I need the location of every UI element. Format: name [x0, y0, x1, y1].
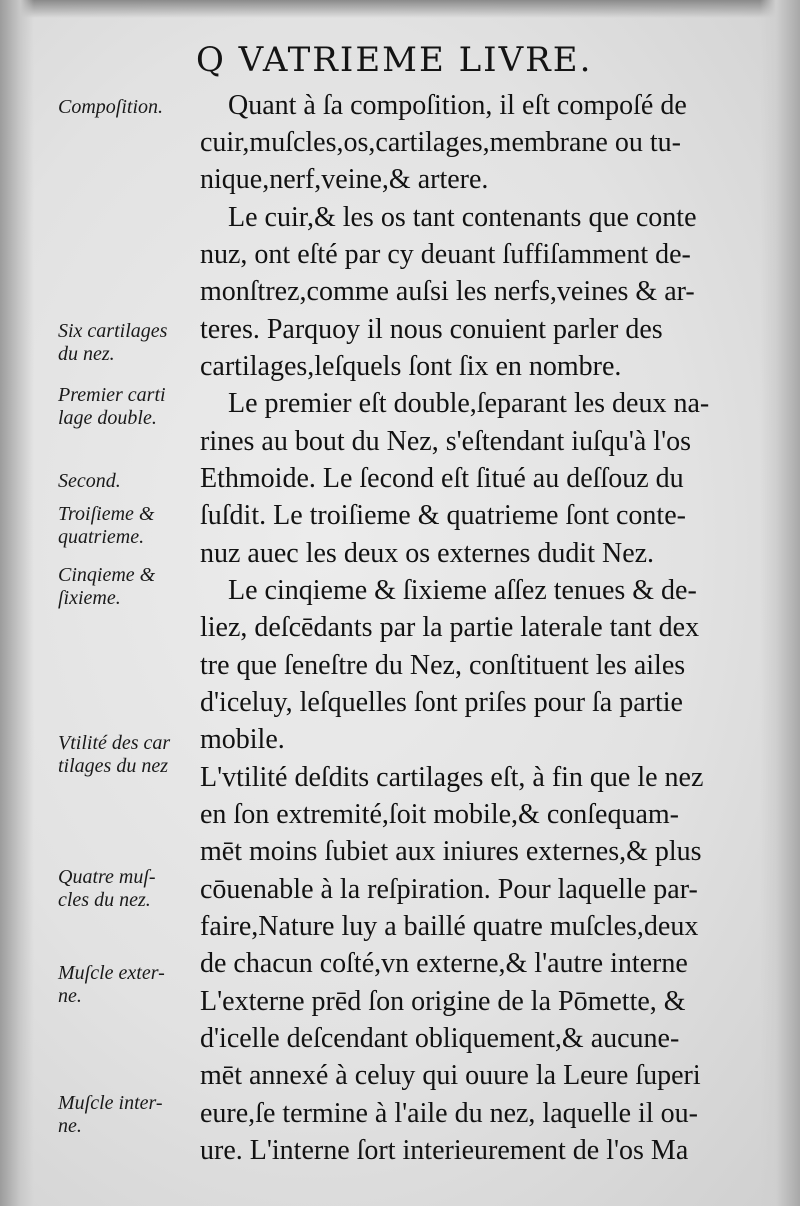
text-line: d'iceluy, leſquelles ſont priſes pour ſa partie — [200, 687, 683, 718]
text-line: monſtrez,comme auſsi les nerfs,veines & ar- — [200, 276, 695, 307]
margin-note-line: Muſcle exter- — [58, 962, 165, 984]
margin-note-line: tilages du nez — [58, 755, 168, 777]
text-line: Le cinqieme & ſixieme aſſez tenues & de- — [228, 575, 697, 606]
text-line: nique,nerf,veine,& artere. — [200, 164, 489, 195]
text-line: nuz, ont eſté par cy deuant ſuffiſamment de- — [200, 239, 691, 270]
margin-note-line: Compoſition. — [58, 96, 164, 118]
text-line: faire,Nature luy a baillé quatre muſcles,deux — [200, 911, 699, 942]
margin-note-line: Premier carti — [58, 384, 166, 406]
text-line: teres. Parquoy il nous conuient parler des — [200, 314, 663, 345]
margin-note-line: ne. — [58, 1115, 82, 1137]
margin-note-fifth-sixth — [58, 564, 208, 610]
margin-note-line: Muſcle inter- — [58, 1092, 163, 1114]
text-line: Quant à ſa compoſition, il eſt compoſé de — [228, 90, 687, 121]
text-line: Le premier eſt double,ſeparant les deux na- — [228, 388, 710, 419]
text-line: cuir,muſcles,os,cartilages,membrane ou tu- — [200, 127, 681, 158]
margin-note-line: ne. — [58, 985, 82, 1007]
margin-note-first-cartilage — [58, 384, 208, 430]
margin-note-line: Vtilité des car — [58, 732, 171, 754]
page-right-shadow — [760, 0, 800, 1206]
margin-note-line: Troiſieme & — [58, 503, 155, 525]
page-left-shadow — [0, 0, 34, 1206]
text-line: tre que ſeneſtre du Nez, conſtituent les ailes — [200, 650, 686, 681]
margin-note-six-cartilages — [58, 320, 208, 366]
margin-note-external-muscle — [58, 962, 208, 1008]
text-line: Ethmoide. Le ſecond eſt ſitué au deſſouz du — [200, 463, 684, 494]
text-line: en ſon extremité,ſoit mobile,& conſequam- — [200, 799, 679, 830]
margin-note-third-fourth — [58, 503, 208, 549]
margin-note-internal-muscle — [58, 1092, 208, 1138]
margin-note-utility — [58, 732, 208, 778]
text-line: ure. L'interne ſort interieurement de l'os Ma — [200, 1135, 689, 1166]
text-line: d'icelle deſcendant obliquement,& aucune- — [200, 1023, 680, 1054]
text-line: L'externe prēd ſon origine de la Pōmette, & — [200, 986, 686, 1017]
text-line: liez, deſcēdants par la partie laterale tant dex — [200, 612, 700, 643]
text-line: L'vtilité deſdits cartilages eſt, à fin que le nez — [200, 762, 704, 793]
page-top-shadow — [0, 0, 800, 18]
text-line: Le cuir,& les os tant contenants que conte — [228, 202, 697, 233]
margin-note-line: lage double. — [58, 407, 157, 429]
margin-note-line: du nez. — [58, 343, 115, 365]
text-line: mēt moins ſubiet aux iniures externes,& plus — [200, 836, 702, 867]
margin-note-composition — [58, 96, 208, 119]
margin-note-line: ſixieme. — [58, 587, 121, 609]
margin-note-line: cles du nez. — [58, 889, 151, 911]
text-line: cōuenable à la reſpiration. Pour laquelle par- — [200, 874, 698, 905]
text-line: de chacun coſté,vn externe,& l'autre interne — [200, 948, 688, 979]
margin-note-line: Quatre muſ- — [58, 866, 156, 888]
text-line: cartilages,leſquels ſont ſix en nombre. — [200, 351, 622, 382]
margin-note-line: quatrieme. — [58, 526, 145, 548]
running-header: Q VATRIEME LIVRE. — [196, 40, 593, 80]
text-line: rines au bout du Nez, s'eſtendant iuſqu'à l'os — [200, 426, 692, 457]
margin-note-second — [58, 470, 208, 493]
text-line: mobile. — [200, 724, 285, 755]
text-line: nuz auec les deux os externes dudit Nez. — [200, 538, 655, 569]
text-line: eure,ſe termine à l'aile du nez, laquelle il ou- — [200, 1098, 698, 1129]
margin-note-line: Second. — [58, 470, 121, 492]
text-line: ſuſdit. Le troiſieme & quatrieme ſont conte- — [200, 500, 686, 531]
margin-note-line: Six cartilages — [58, 320, 168, 342]
text-line: mēt annexé à celuy qui ouure la Leure ſuperi — [200, 1060, 701, 1091]
margin-note-four-muscles — [58, 866, 208, 912]
margin-note-line: Cinqieme & — [58, 564, 156, 586]
